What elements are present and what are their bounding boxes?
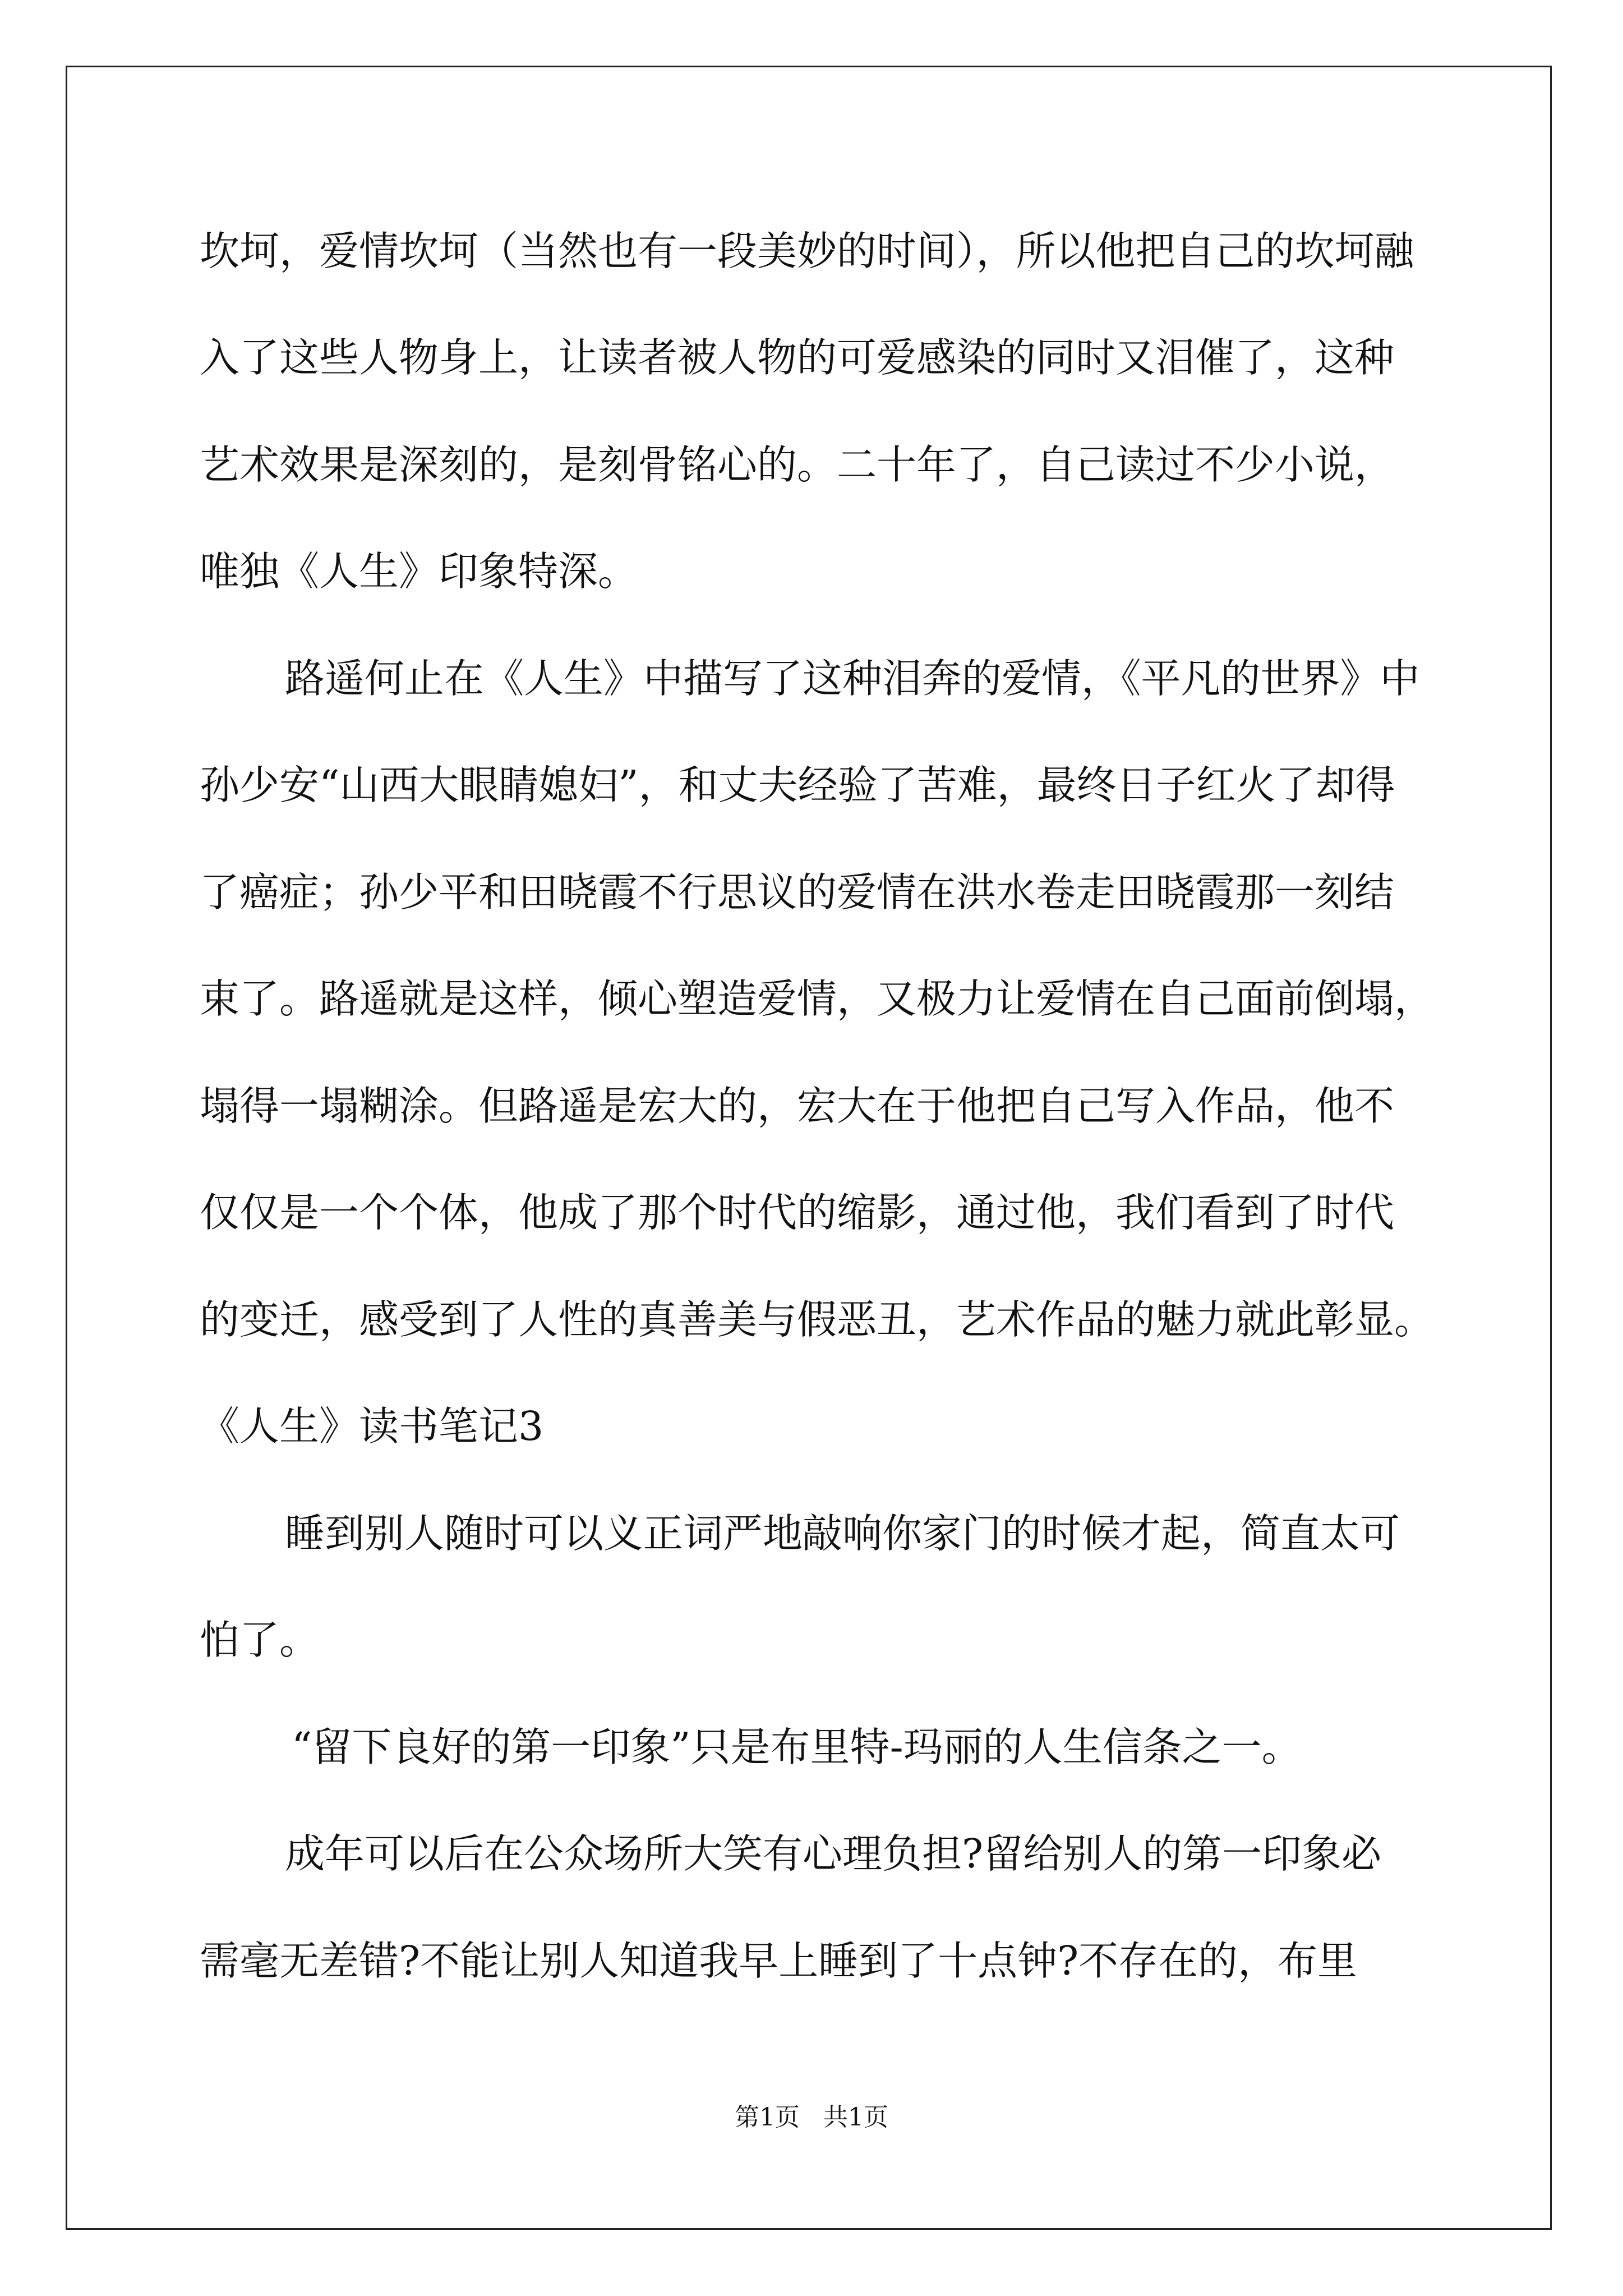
page-border xyxy=(66,66,1552,2230)
text-line: 束了。路遥就是这样，倾心塑造爱情，又极力让爱情在自己面前倒塌， xyxy=(200,976,1435,1022)
paragraph-first-line: 路遥何止在《人生》中描写了这种泪奔的爱情，《平凡的世界》中 xyxy=(285,655,1420,702)
text-line: 唯独《人生》印象特深。 xyxy=(200,548,638,595)
page-number: 第1页 xyxy=(735,2103,800,2132)
text-line: 艺术效果是深刻的，是刻骨铭心的。二十年了，自己读过不少小说， xyxy=(200,441,1395,488)
paragraph-first-line: 成年可以后在公众场所大笑有心理负担?留给别人的第一印象必 xyxy=(285,1830,1382,1877)
page-footer xyxy=(0,2097,1623,2133)
total-pages: 共1页 xyxy=(823,2103,888,2132)
text-line: 坎坷，爱情坎坷（当然也有一段美妙的时间），所以他把自己的坎坷融 xyxy=(200,228,1414,274)
text-line: 仅仅是一个个体，他成了那个时代的缩影，通过他，我们看到了时代 xyxy=(200,1189,1395,1236)
text-line: 怕了。 xyxy=(200,1617,320,1663)
text-line: 孙少安“山西大眼睛媳妇”，和丈夫经验了苦难，最终日子红火了却得 xyxy=(200,762,1395,808)
text-line: 了癌症；孙少平和田晓霞不行思议的爱情在洪水卷走田晓霞那一刻结 xyxy=(200,869,1395,915)
section-heading: 《人生》读书笔记3 xyxy=(200,1403,544,1450)
text-line: 入了这些人物身上，让读者被人物的可爱感染的同时又泪催了，这种 xyxy=(200,334,1395,381)
paragraph-first-line: “留下良好的第一印象”只是布里特-玛丽的人生信条之一。 xyxy=(292,1724,1302,1770)
text-line: 的变迁，感受到了人性的真善美与假恶丑，艺术作品的魅力就此彰显。 xyxy=(200,1296,1435,1343)
paragraph-first-line: 睡到别人随时可以义正词严地敲响你家门的时候才起，简直太可 xyxy=(285,1510,1400,1557)
text-line: 需毫无差错?不能让别人知道我早上睡到了十点钟?不存在的，布里 xyxy=(200,1938,1358,1984)
text-line: 塌得一塌糊涂。但路遥是宏大的，宏大在于他把自己写入作品，他不 xyxy=(200,1083,1395,1129)
